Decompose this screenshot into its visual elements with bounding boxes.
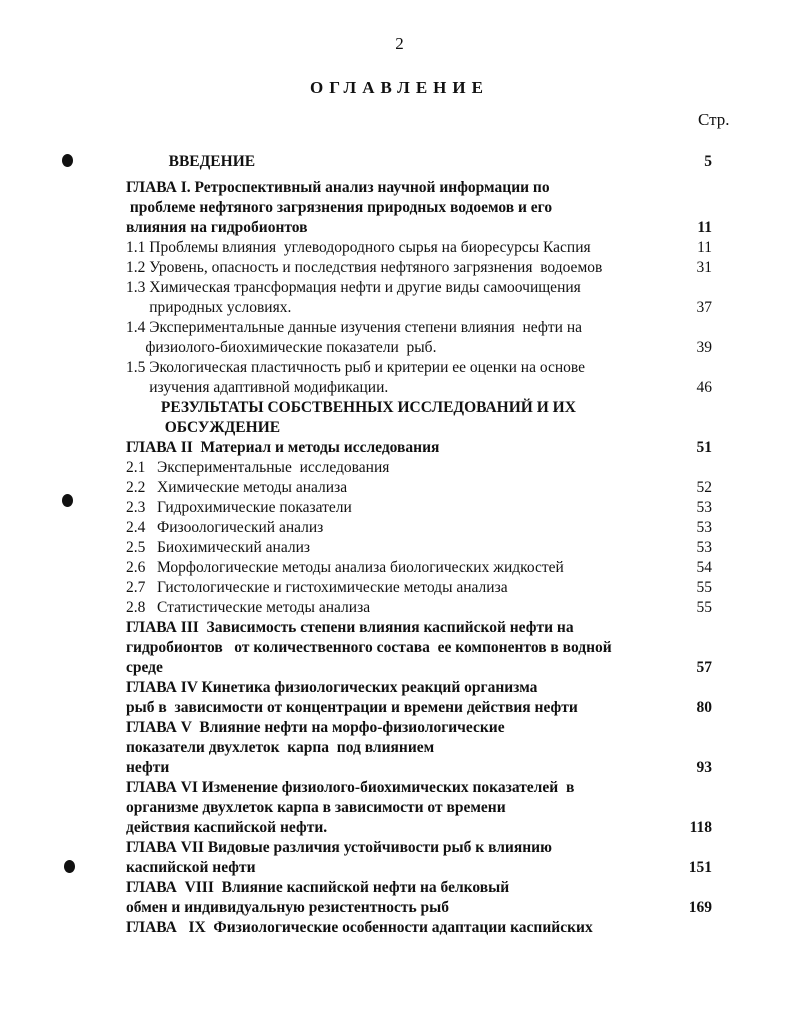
- toc-entry-text: показатели двухлеток карпа под влиянием: [126, 739, 435, 756]
- toc-entry-text: каспийской нефти: [126, 859, 256, 876]
- toc-entry-page: 57: [696, 659, 712, 676]
- toc-entry-text: 2.6 Морфологические методы анализа биологических жидкостей: [126, 559, 564, 576]
- toc-entry: [126, 498, 726, 518]
- page-number: 2: [395, 34, 404, 53]
- toc-entry-text: РЕЗУЛЬТАТЫ СОБСТВЕННЫХ ИССЛЕДОВАНИЙ И ИХ: [126, 399, 576, 416]
- toc-entry-page: 51: [696, 439, 712, 456]
- toc-entry-text: 2.8 Статистические методы анализа: [126, 599, 371, 616]
- toc-entry-text: ГЛАВА V Влияние нефти на морфо-физиологические: [126, 719, 505, 736]
- toc-entry-page: 37: [696, 299, 712, 316]
- toc-entry-text: ГЛАВА II Материал и методы исследования: [126, 439, 440, 456]
- toc-entry: [126, 318, 726, 358]
- toc-entry-text: ГЛАВА III Зависимость степени влияния каспийской нефти на: [126, 619, 574, 636]
- toc-entry: [126, 598, 726, 618]
- toc-entry: [126, 718, 726, 778]
- toc-entry-text: 2.5 Биохимический анализ: [126, 539, 310, 556]
- toc-entry-page: 11: [697, 239, 712, 256]
- toc-entry: [126, 278, 726, 318]
- toc-entry-page: 151: [688, 859, 712, 876]
- toc-entry-page: 54: [696, 559, 712, 576]
- toc-entry: [126, 778, 726, 838]
- toc-entry-text: 1.1 Проблемы влияния углеводородного сырья на биоресурсы Каспия: [126, 239, 591, 256]
- toc-entry-page: 93: [696, 759, 712, 776]
- toc-entry-text: действия каспийской нефти.: [126, 819, 328, 836]
- toc-entry-page: 55: [696, 579, 712, 596]
- toc-entry-text: ГЛАВА VIII Влияние каспийской нефти на белковый: [126, 879, 510, 896]
- toc-entry-page: 53: [696, 539, 712, 556]
- toc-entry-text: 2.4 Физоологический анализ: [126, 519, 324, 536]
- toc-entry: [126, 878, 726, 918]
- toc-entry-text: 1.4 Экспериментальные данные изучения степени влияния нефти на: [126, 319, 583, 336]
- pages-column-label: Стр.: [698, 110, 730, 129]
- toc-entry: [126, 838, 726, 878]
- toc-entry: [126, 358, 726, 398]
- toc-entry-text: организме двухлеток карпа в зависимости от времени: [126, 799, 506, 816]
- toc-entry-text: среде: [126, 659, 163, 676]
- margin-bullet-mark: [62, 494, 73, 507]
- toc-entry-text: обмен и индивидуальную резистентность рыб: [126, 899, 450, 916]
- toc-entry-text: 2.1 Экспериментальные исследования: [126, 459, 390, 476]
- toc-entry-text: 2.7 Гистологические и гистохимические методы анализа: [126, 579, 508, 596]
- toc-entry: [126, 678, 726, 718]
- toc-entry: [126, 152, 726, 172]
- toc-entry-text: ГЛАВА VI Изменение физиолого-биохимических показателей в: [126, 779, 575, 796]
- toc-title: ОГЛАВЛЕНИЕ: [310, 78, 489, 97]
- margin-bullet-mark: [64, 860, 75, 873]
- toc-entry-page: 55: [696, 599, 712, 616]
- toc-entry-text: изучения адаптивной модификации.: [126, 379, 389, 396]
- toc-entry-text: 2.3 Гидрохимические показатели: [126, 499, 352, 516]
- toc-entry: [126, 918, 726, 938]
- toc-entry-text: ВВЕДЕНИЕ: [126, 153, 256, 170]
- toc-entry-text: 1.2 Уровень, опасность и последствия нефтяного загрязнения водоемов: [126, 259, 603, 276]
- toc-entry-page: 169: [688, 899, 712, 916]
- toc-entry-text: гидробионтов от количественного состава ее компонентов в водной: [126, 639, 612, 656]
- toc-entry: [126, 438, 726, 458]
- toc-entry: [126, 258, 726, 278]
- toc-entry: [126, 478, 726, 498]
- toc-entry: [126, 618, 726, 678]
- toc-entry: [126, 558, 726, 578]
- toc-entry-text: 1.5 Экологическая пластичность рыб и критерии ее оценки на основе: [126, 359, 586, 376]
- toc-entry-text: ГЛАВА IV Кинетика физиологических реакций организма: [126, 679, 538, 696]
- toc-entry-text: влияния на гидробионтов: [126, 219, 308, 236]
- toc-entry-text: природных условиях.: [126, 299, 292, 316]
- toc-entry-text: ГЛАВА I. Ретроспективный анализ научной информации по: [126, 179, 550, 196]
- toc-entry: [126, 578, 726, 598]
- toc-entry-page: 5: [704, 153, 712, 170]
- toc-entry-text: физиолого-биохимические показатели рыб.: [126, 339, 437, 356]
- toc-entry: [126, 518, 726, 538]
- toc-entry-text: 2.2 Химические методы анализа: [126, 479, 348, 496]
- toc-entry-page: 31: [696, 259, 712, 276]
- toc-entry-page: 46: [696, 379, 712, 396]
- toc-entry-page: 118: [689, 819, 712, 836]
- toc-entry-text: ГЛАВА IX Физиологические особенности адаптации каспийских: [126, 919, 593, 936]
- table-of-contents: [126, 152, 726, 938]
- toc-entry-text: рыб в зависимости от концентрации и времени действия нефти: [126, 699, 578, 716]
- toc-entry: [126, 538, 726, 558]
- toc-entry-text: 1.3 Химическая трансформация нефти и другие виды самоочищения: [126, 279, 581, 296]
- toc-entry-page: 52: [696, 479, 712, 496]
- toc-entry: [126, 458, 726, 478]
- toc-entry: [126, 238, 726, 258]
- margin-bullet-mark: [62, 154, 73, 167]
- toc-entry-text: ОБСУЖДЕНИЕ: [126, 419, 281, 436]
- toc-entry-page: 53: [696, 499, 712, 516]
- toc-entry-page: 80: [696, 699, 712, 716]
- toc-entry: [126, 398, 726, 438]
- toc-entry-page: 11: [697, 219, 712, 236]
- toc-entry-text: проблеме нефтяного загрязнения природных водоемов и его: [126, 199, 553, 216]
- toc-entry-page: 53: [696, 519, 712, 536]
- toc-entry: [126, 178, 726, 238]
- toc-entry-page: 39: [696, 339, 712, 356]
- toc-entry-text: ГЛАВА VII Видовые различия устойчивости рыб к влиянию: [126, 839, 552, 856]
- toc-entry-text: нефти: [126, 759, 170, 776]
